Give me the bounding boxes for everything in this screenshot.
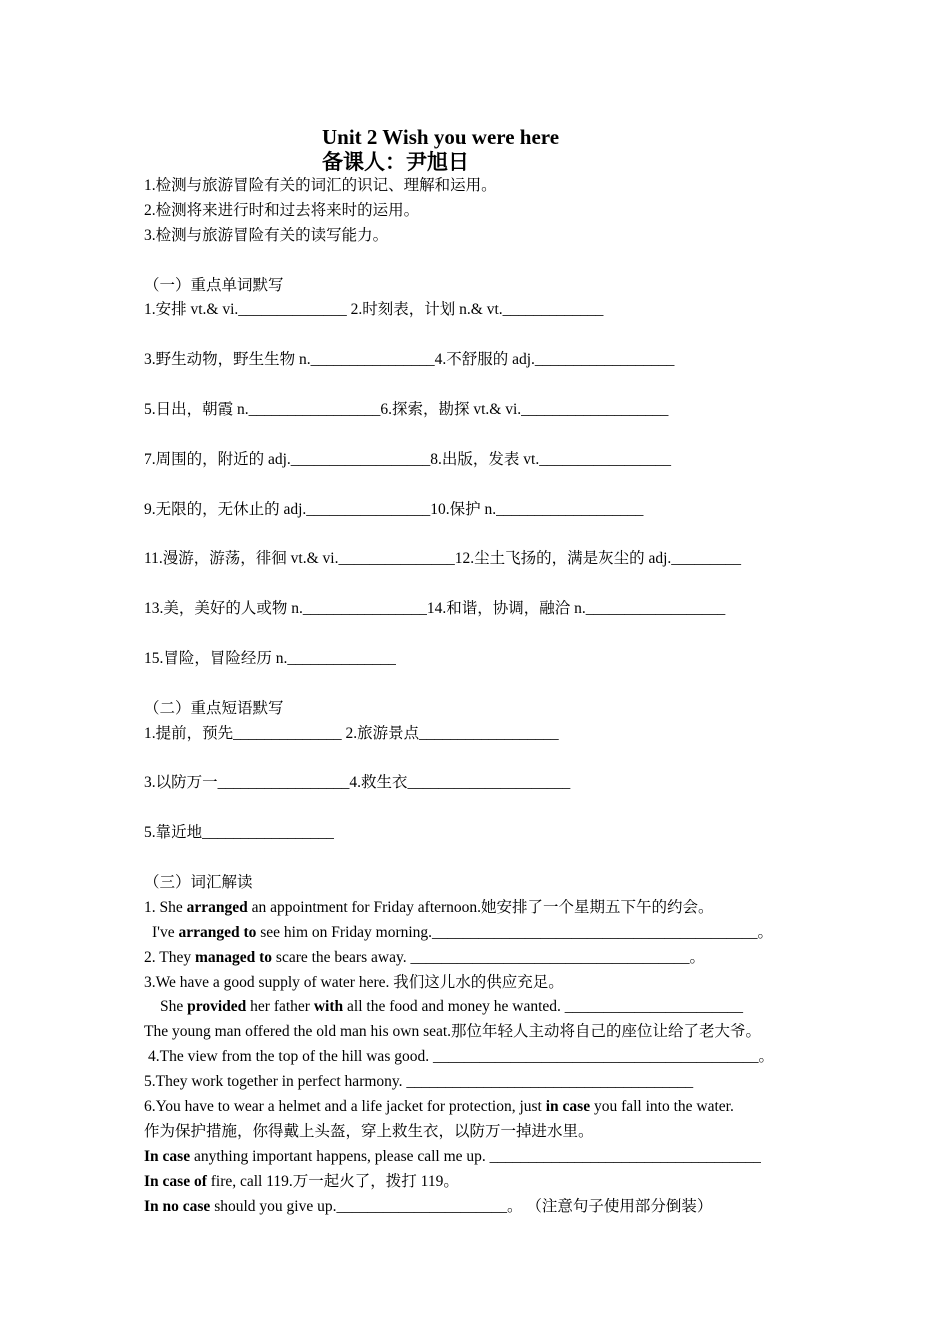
section-heading-words: （一）重点单词默写 bbox=[144, 276, 284, 294]
vocab-line-7: 4.The view from the top of the hill was good. __________________________________________。 bbox=[148, 1048, 774, 1066]
document-body bbox=[144, 174, 824, 1219]
objective-2: 2.检测将来进行时和过去将来时的运用。 bbox=[144, 201, 420, 219]
vocab-line-1: 1. She arranged an appointment for Friday afternoon.她安排了一个星期五下午的约会。 bbox=[144, 898, 714, 916]
objective-1: 1.检测与旅游冒险有关的词汇的识记、理解和运用。 bbox=[144, 177, 497, 194]
word-exercise-row: 15.冒险，冒险经历 n.______________ bbox=[144, 649, 396, 667]
vocab-line-12: In case of fire, call 119.万一起火了，拨打 119。 bbox=[144, 1172, 459, 1190]
vocab-line-5: She provided her father with all the food and money he wanted. _______________________ bbox=[160, 998, 744, 1016]
vocab-line-8: 5.They work together in perfect harmony. _____________________________________ bbox=[144, 1073, 694, 1091]
vocab-line-2: I've arranged to see him on Friday morning.__________________________________________。 bbox=[152, 923, 774, 941]
phrase-exercise-row: 1.提前，预先______________ 2.旅游景点__________________ bbox=[144, 724, 559, 742]
vocab-line-4: 3.We have a good supply of water here. 我们这儿水的供应充足。 bbox=[144, 973, 564, 991]
vocab-line-13: In no case should you give up.______________________。 （注意句子使用部分倒装） bbox=[144, 1197, 713, 1215]
section-heading-phrases: （二）重点短语默写 bbox=[144, 699, 284, 717]
vocab-line-6: The young man offered the old man his own seat.那位年轻人主动将自己的座位让给了老大爷。 bbox=[144, 1023, 762, 1041]
word-exercise-row: 11.漫游，游荡，徘徊 vt.& vi._______________12.尘土飞扬的，满是灰尘的 adj._________ bbox=[144, 550, 742, 568]
section-heading-vocab: （三）词汇解读 bbox=[144, 873, 253, 891]
phrase-exercise-row: 5.靠近地_________________ bbox=[144, 824, 334, 842]
vocab-line-9: 6.You have to wear a helmet and a life jacket for protection, just in case you fall into the water. bbox=[144, 1097, 734, 1115]
author-line: 备课人：尹旭日 bbox=[322, 150, 469, 174]
word-exercise-row: 9.无限的，无休止的 adj.________________10.保护 n.___________________ bbox=[144, 500, 644, 518]
word-exercise-row: 5.日出，朝霞 n._________________6.探索，勘探 vt.& vi.___________________ bbox=[144, 401, 669, 419]
vocab-line-11: In case anything important happens, please call me up. ___________________________________ bbox=[144, 1147, 761, 1165]
phrase-exercise-row: 3.以防万一_________________4.救生衣_____________________ bbox=[144, 774, 571, 792]
word-exercise-row: 13.美，美好的人或物 n.________________14.和谐，协调，融洽 n.__________________ bbox=[144, 600, 726, 618]
word-exercise-row: 7.周围的，附近的 adj.__________________8.出版，发表 vt._________________ bbox=[144, 450, 671, 468]
objective-3: 3.检测与旅游冒险有关的读写能力。 bbox=[144, 226, 389, 244]
word-exercise-row: 3.野生动物，野生生物 n.________________4.不舒服的 adj.__________________ bbox=[144, 351, 675, 369]
document-title: Unit 2 Wish you were here bbox=[322, 125, 560, 149]
vocab-line-3: 2. They managed to scare the bears away. ____________________________________。 bbox=[144, 948, 705, 966]
word-exercise-row: 1.安排 vt.& vi.______________ 2.时刻表，计划 n.& vt._____________ bbox=[144, 301, 604, 319]
vocab-line-10: 作为保护措施，你得戴上头盔，穿上救生衣，以防万一掉进水里。 bbox=[144, 1122, 594, 1140]
